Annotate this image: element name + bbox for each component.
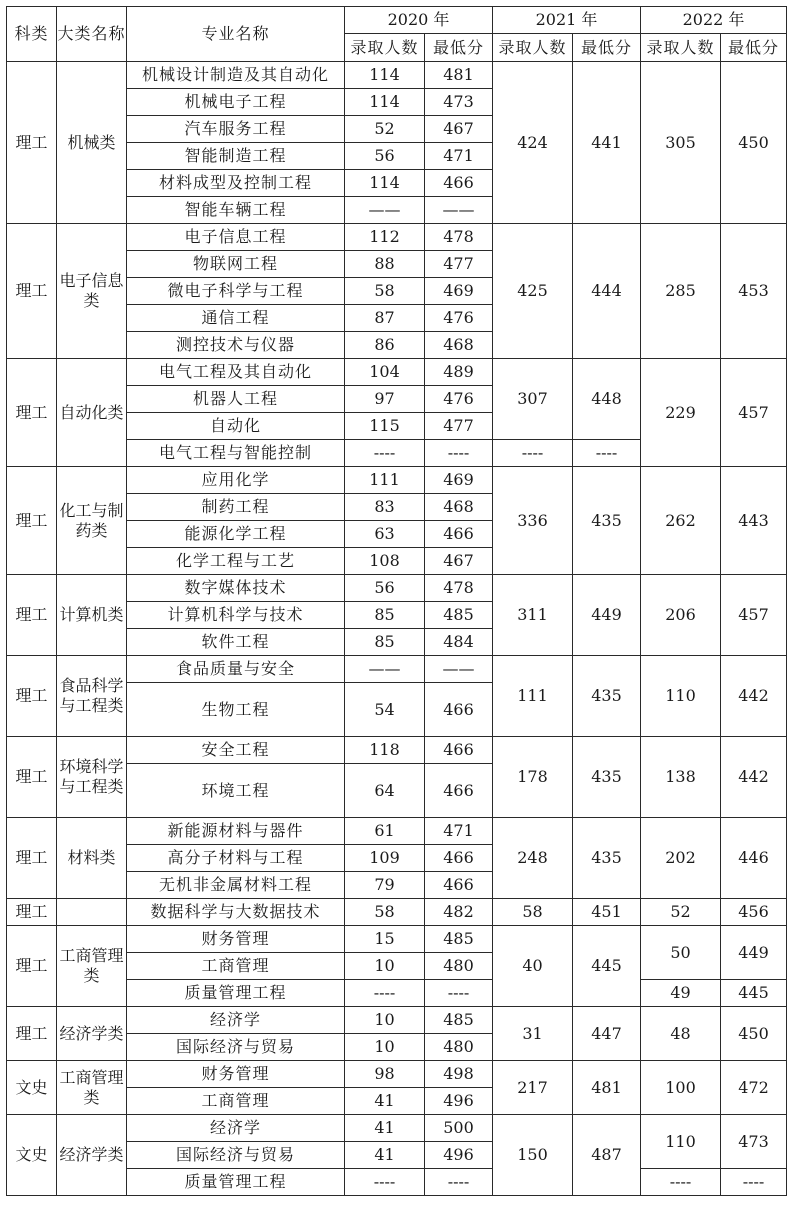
category-cell: 机械类 bbox=[57, 62, 127, 224]
table-row bbox=[7, 899, 787, 926]
table-body bbox=[7, 7, 787, 1196]
min-score-2022-cell: 450 bbox=[721, 62, 787, 224]
min-score-2022-cell: ---- bbox=[721, 1169, 787, 1196]
min-score-2020-cell: 473 bbox=[425, 89, 493, 116]
header-min-score-2022: 最低分 bbox=[721, 34, 787, 62]
major-name-cell: 智能车辆工程 bbox=[127, 197, 345, 224]
table-row bbox=[7, 467, 787, 494]
major-name-cell: 微电子科学与工程 bbox=[127, 278, 345, 305]
subject-cell: 理工 bbox=[7, 656, 57, 737]
table-row bbox=[7, 1115, 787, 1142]
major-name-cell: 高分子材料与工程 bbox=[127, 845, 345, 872]
admitted-2020-cell: 41 bbox=[345, 1088, 425, 1115]
admitted-2022-cell: 138 bbox=[641, 737, 721, 818]
min-score-2021-cell: 441 bbox=[573, 62, 641, 224]
score-table bbox=[6, 6, 787, 1196]
admitted-2020-cell: 10 bbox=[345, 1034, 425, 1061]
major-name-cell: 环境工程 bbox=[127, 764, 345, 818]
admitted-2020-cell: 52 bbox=[345, 116, 425, 143]
min-score-2021-cell: 448 bbox=[573, 359, 641, 440]
admitted-2022-cell: 305 bbox=[641, 62, 721, 224]
major-name-cell: 机械电子工程 bbox=[127, 89, 345, 116]
min-score-2022-cell: 442 bbox=[721, 656, 787, 737]
admitted-2020-cell: 56 bbox=[345, 143, 425, 170]
major-name-cell: 数字媒体技术 bbox=[127, 575, 345, 602]
admitted-2020-cell: 111 bbox=[345, 467, 425, 494]
admitted-2020-cell: 87 bbox=[345, 305, 425, 332]
min-score-2022-cell: 457 bbox=[721, 359, 787, 467]
admitted-2020-cell: ---- bbox=[345, 440, 425, 467]
major-name-cell: 国际经济与贸易 bbox=[127, 1142, 345, 1169]
category-cell: 材料类 bbox=[57, 818, 127, 899]
admitted-2020-cell: 115 bbox=[345, 413, 425, 440]
major-name-cell: 材料成型及控制工程 bbox=[127, 170, 345, 197]
admitted-2020-cell: 15 bbox=[345, 926, 425, 953]
admitted-2020-cell: 56 bbox=[345, 575, 425, 602]
admitted-2021-cell: 425 bbox=[493, 224, 573, 359]
min-score-2020-cell: 480 bbox=[425, 953, 493, 980]
subject-cell: 理工 bbox=[7, 62, 57, 224]
category-cell: 经济学类 bbox=[57, 1115, 127, 1196]
category-cell: 化工与制药类 bbox=[57, 467, 127, 575]
admitted-2021-cell: 248 bbox=[493, 818, 573, 899]
min-score-2021-cell: 449 bbox=[573, 575, 641, 656]
admitted-2021-cell: 31 bbox=[493, 1007, 573, 1061]
admitted-2021-cell: 311 bbox=[493, 575, 573, 656]
admitted-2020-cell: 10 bbox=[345, 953, 425, 980]
subject-cell: 理工 bbox=[7, 224, 57, 359]
category-cell: 自动化类 bbox=[57, 359, 127, 467]
min-score-2020-cell: 466 bbox=[425, 737, 493, 764]
admitted-2020-cell: 85 bbox=[345, 602, 425, 629]
category-cell: 环境科学与工程类 bbox=[57, 737, 127, 818]
min-score-2021-cell: 435 bbox=[573, 656, 641, 737]
major-name-cell: 电气工程与智能控制 bbox=[127, 440, 345, 467]
header-admitted-2021: 录取人数 bbox=[493, 34, 573, 62]
table-row bbox=[7, 1007, 787, 1034]
min-score-2021-cell: 444 bbox=[573, 224, 641, 359]
min-score-2020-cell: 476 bbox=[425, 305, 493, 332]
category-cell: 食品科学与工程类 bbox=[57, 656, 127, 737]
header-year-2022: 2022 年 bbox=[641, 7, 787, 34]
table-row bbox=[7, 224, 787, 251]
major-name-cell: 化学工程与工艺 bbox=[127, 548, 345, 575]
subject-cell: 理工 bbox=[7, 926, 57, 1007]
min-score-2020-cell: 496 bbox=[425, 1088, 493, 1115]
admitted-2020-cell: ---- bbox=[345, 980, 425, 1007]
min-score-2021-cell: 435 bbox=[573, 467, 641, 575]
category-cell: 电子信息类 bbox=[57, 224, 127, 359]
min-score-2020-cell: 471 bbox=[425, 818, 493, 845]
header-year-2020: 2020 年 bbox=[345, 7, 493, 34]
admitted-2022-cell: 48 bbox=[641, 1007, 721, 1061]
header-min-score-2021: 最低分 bbox=[573, 34, 641, 62]
admitted-2022-cell: 52 bbox=[641, 899, 721, 926]
admitted-2020-cell: 114 bbox=[345, 170, 425, 197]
min-score-2022-cell: 449 bbox=[721, 926, 787, 980]
category-cell: 计算机类 bbox=[57, 575, 127, 656]
min-score-2021-cell: 435 bbox=[573, 737, 641, 818]
subject-cell: 理工 bbox=[7, 818, 57, 899]
min-score-2020-cell: 468 bbox=[425, 494, 493, 521]
major-name-cell: 自动化 bbox=[127, 413, 345, 440]
min-score-2020-cell: 469 bbox=[425, 467, 493, 494]
admitted-2021-cell: 111 bbox=[493, 656, 573, 737]
min-score-2022-cell: 453 bbox=[721, 224, 787, 359]
table-row bbox=[7, 818, 787, 845]
min-score-2020-cell: 478 bbox=[425, 224, 493, 251]
min-score-2020-cell: 466 bbox=[425, 683, 493, 737]
table-row bbox=[7, 359, 787, 386]
admitted-2020-cell: 86 bbox=[345, 332, 425, 359]
admitted-2020-cell: 109 bbox=[345, 845, 425, 872]
admitted-2022-cell: 110 bbox=[641, 1115, 721, 1169]
admitted-2022-cell: 49 bbox=[641, 980, 721, 1007]
min-score-2020-cell: ---- bbox=[425, 980, 493, 1007]
table-row bbox=[7, 926, 787, 953]
admitted-2020-cell: 41 bbox=[345, 1115, 425, 1142]
major-name-cell: 汽车服务工程 bbox=[127, 116, 345, 143]
major-name-cell: 机器人工程 bbox=[127, 386, 345, 413]
min-score-2020-cell: 466 bbox=[425, 521, 493, 548]
admitted-2021-cell: 40 bbox=[493, 926, 573, 1007]
min-score-2020-cell: 466 bbox=[425, 170, 493, 197]
admitted-2021-cell: 58 bbox=[493, 899, 573, 926]
min-score-2021-cell: 435 bbox=[573, 818, 641, 899]
min-score-2020-cell: 477 bbox=[425, 251, 493, 278]
admitted-2022-cell: 206 bbox=[641, 575, 721, 656]
admitted-2022-cell: 262 bbox=[641, 467, 721, 575]
admitted-2020-cell: 79 bbox=[345, 872, 425, 899]
admitted-2020-cell: 64 bbox=[345, 764, 425, 818]
min-score-2020-cell: 466 bbox=[425, 845, 493, 872]
header-min-score-2020: 最低分 bbox=[425, 34, 493, 62]
subject-cell: 理工 bbox=[7, 737, 57, 818]
admitted-2022-cell: 285 bbox=[641, 224, 721, 359]
major-name-cell: 国际经济与贸易 bbox=[127, 1034, 345, 1061]
admitted-2020-cell: 88 bbox=[345, 251, 425, 278]
min-score-2021-cell: ---- bbox=[573, 440, 641, 467]
min-score-2020-cell: —— bbox=[425, 656, 493, 683]
min-score-2020-cell: 478 bbox=[425, 575, 493, 602]
table-row bbox=[7, 737, 787, 764]
major-name-cell: 能源化学工程 bbox=[127, 521, 345, 548]
major-name-cell: 食品质量与安全 bbox=[127, 656, 345, 683]
admitted-2022-cell: 100 bbox=[641, 1061, 721, 1115]
table-row bbox=[7, 575, 787, 602]
admitted-2022-cell: 50 bbox=[641, 926, 721, 980]
min-score-2022-cell: 443 bbox=[721, 467, 787, 575]
major-name-cell: 质量管理工程 bbox=[127, 1169, 345, 1196]
admitted-2022-cell: 229 bbox=[641, 359, 721, 467]
admitted-2020-cell: 10 bbox=[345, 1007, 425, 1034]
major-name-cell: 安全工程 bbox=[127, 737, 345, 764]
min-score-2020-cell: 468 bbox=[425, 332, 493, 359]
min-score-2020-cell: 467 bbox=[425, 548, 493, 575]
major-name-cell: 质量管理工程 bbox=[127, 980, 345, 1007]
admitted-2020-cell: 58 bbox=[345, 278, 425, 305]
admitted-2020-cell: 83 bbox=[345, 494, 425, 521]
admitted-2020-cell: —— bbox=[345, 197, 425, 224]
major-name-cell: 应用化学 bbox=[127, 467, 345, 494]
min-score-2020-cell: 477 bbox=[425, 413, 493, 440]
major-name-cell: 物联网工程 bbox=[127, 251, 345, 278]
admitted-2020-cell: 58 bbox=[345, 899, 425, 926]
major-name-cell: 制药工程 bbox=[127, 494, 345, 521]
min-score-2020-cell: 466 bbox=[425, 764, 493, 818]
min-score-2020-cell: 466 bbox=[425, 872, 493, 899]
subject-cell: 文史 bbox=[7, 1061, 57, 1115]
admitted-2021-cell: ---- bbox=[493, 440, 573, 467]
min-score-2022-cell: 446 bbox=[721, 818, 787, 899]
admitted-2020-cell: 97 bbox=[345, 386, 425, 413]
admitted-2022-cell: ---- bbox=[641, 1169, 721, 1196]
admitted-2021-cell: 178 bbox=[493, 737, 573, 818]
min-score-2020-cell: 485 bbox=[425, 602, 493, 629]
category-cell: 经济学类 bbox=[57, 1007, 127, 1061]
min-score-2022-cell: 457 bbox=[721, 575, 787, 656]
major-name-cell: 电气工程及其自动化 bbox=[127, 359, 345, 386]
min-score-2021-cell: 447 bbox=[573, 1007, 641, 1061]
subject-cell: 理工 bbox=[7, 1007, 57, 1061]
category-cell: 工商管理类 bbox=[57, 926, 127, 1007]
subject-cell: 理工 bbox=[7, 467, 57, 575]
min-score-2021-cell: 451 bbox=[573, 899, 641, 926]
min-score-2020-cell: 476 bbox=[425, 386, 493, 413]
admitted-2020-cell: 114 bbox=[345, 62, 425, 89]
category-cell bbox=[57, 899, 127, 926]
min-score-2022-cell: 473 bbox=[721, 1115, 787, 1169]
min-score-2020-cell: 471 bbox=[425, 143, 493, 170]
admitted-2021-cell: 336 bbox=[493, 467, 573, 575]
major-name-cell: 工商管理 bbox=[127, 953, 345, 980]
major-name-cell: 生物工程 bbox=[127, 683, 345, 737]
min-score-2021-cell: 481 bbox=[573, 1061, 641, 1115]
major-name-cell: 软件工程 bbox=[127, 629, 345, 656]
min-score-2020-cell: 482 bbox=[425, 899, 493, 926]
min-score-2020-cell: 481 bbox=[425, 62, 493, 89]
major-name-cell: 测控技术与仪器 bbox=[127, 332, 345, 359]
subject-cell: 理工 bbox=[7, 575, 57, 656]
min-score-2022-cell: 442 bbox=[721, 737, 787, 818]
min-score-2020-cell: 485 bbox=[425, 1007, 493, 1034]
min-score-2020-cell: —— bbox=[425, 197, 493, 224]
header-admitted-2022: 录取人数 bbox=[641, 34, 721, 62]
min-score-2022-cell: 450 bbox=[721, 1007, 787, 1061]
min-score-2020-cell: ---- bbox=[425, 1169, 493, 1196]
major-name-cell: 经济学 bbox=[127, 1115, 345, 1142]
admitted-2020-cell: —— bbox=[345, 656, 425, 683]
table-row bbox=[7, 656, 787, 683]
header-major: 专业名称 bbox=[127, 7, 345, 62]
admitted-2021-cell: 424 bbox=[493, 62, 573, 224]
subject-cell: 理工 bbox=[7, 899, 57, 926]
admitted-2020-cell: ---- bbox=[345, 1169, 425, 1196]
major-name-cell: 经济学 bbox=[127, 1007, 345, 1034]
subject-cell: 文史 bbox=[7, 1115, 57, 1196]
min-score-2022-cell: 456 bbox=[721, 899, 787, 926]
min-score-2020-cell: 467 bbox=[425, 116, 493, 143]
major-name-cell: 工商管理 bbox=[127, 1088, 345, 1115]
admitted-2020-cell: 108 bbox=[345, 548, 425, 575]
min-score-2020-cell: ---- bbox=[425, 440, 493, 467]
header-category: 大类名称 bbox=[57, 7, 127, 62]
min-score-2020-cell: 469 bbox=[425, 278, 493, 305]
major-name-cell: 机械设计制造及其自动化 bbox=[127, 62, 345, 89]
major-name-cell: 财务管理 bbox=[127, 1061, 345, 1088]
min-score-2021-cell: 487 bbox=[573, 1115, 641, 1196]
min-score-2022-cell: 472 bbox=[721, 1061, 787, 1115]
header-admitted-2020: 录取人数 bbox=[345, 34, 425, 62]
min-score-2020-cell: 485 bbox=[425, 926, 493, 953]
min-score-2021-cell: 445 bbox=[573, 926, 641, 1007]
admitted-2020-cell: 41 bbox=[345, 1142, 425, 1169]
admitted-2020-cell: 112 bbox=[345, 224, 425, 251]
admitted-2021-cell: 217 bbox=[493, 1061, 573, 1115]
major-name-cell: 数据科学与大数据技术 bbox=[127, 899, 345, 926]
category-cell: 工商管理类 bbox=[57, 1061, 127, 1115]
min-score-2020-cell: 496 bbox=[425, 1142, 493, 1169]
admitted-2020-cell: 98 bbox=[345, 1061, 425, 1088]
table-row bbox=[7, 1061, 787, 1088]
major-name-cell: 电子信息工程 bbox=[127, 224, 345, 251]
min-score-2020-cell: 498 bbox=[425, 1061, 493, 1088]
header-year-2021: 2021 年 bbox=[493, 7, 641, 34]
min-score-2020-cell: 484 bbox=[425, 629, 493, 656]
subject-cell: 理工 bbox=[7, 359, 57, 467]
admitted-2020-cell: 61 bbox=[345, 818, 425, 845]
admitted-2020-cell: 63 bbox=[345, 521, 425, 548]
admitted-2020-cell: 85 bbox=[345, 629, 425, 656]
admitted-2022-cell: 110 bbox=[641, 656, 721, 737]
major-name-cell: 无机非金属材料工程 bbox=[127, 872, 345, 899]
major-name-cell: 财务管理 bbox=[127, 926, 345, 953]
admitted-2021-cell: 150 bbox=[493, 1115, 573, 1196]
min-score-2020-cell: 480 bbox=[425, 1034, 493, 1061]
header-subject: 科类 bbox=[7, 7, 57, 62]
major-name-cell: 通信工程 bbox=[127, 305, 345, 332]
table-row bbox=[7, 62, 787, 89]
header-row-years bbox=[7, 7, 787, 34]
admitted-2022-cell: 202 bbox=[641, 818, 721, 899]
min-score-2020-cell: 489 bbox=[425, 359, 493, 386]
admitted-2020-cell: 114 bbox=[345, 89, 425, 116]
admitted-2020-cell: 104 bbox=[345, 359, 425, 386]
major-name-cell: 新能源材料与器件 bbox=[127, 818, 345, 845]
admitted-2020-cell: 54 bbox=[345, 683, 425, 737]
admitted-2021-cell: 307 bbox=[493, 359, 573, 440]
min-score-2022-cell: 445 bbox=[721, 980, 787, 1007]
major-name-cell: 智能制造工程 bbox=[127, 143, 345, 170]
admitted-2020-cell: 118 bbox=[345, 737, 425, 764]
min-score-2020-cell: 500 bbox=[425, 1115, 493, 1142]
major-name-cell: 计算机科学与技术 bbox=[127, 602, 345, 629]
